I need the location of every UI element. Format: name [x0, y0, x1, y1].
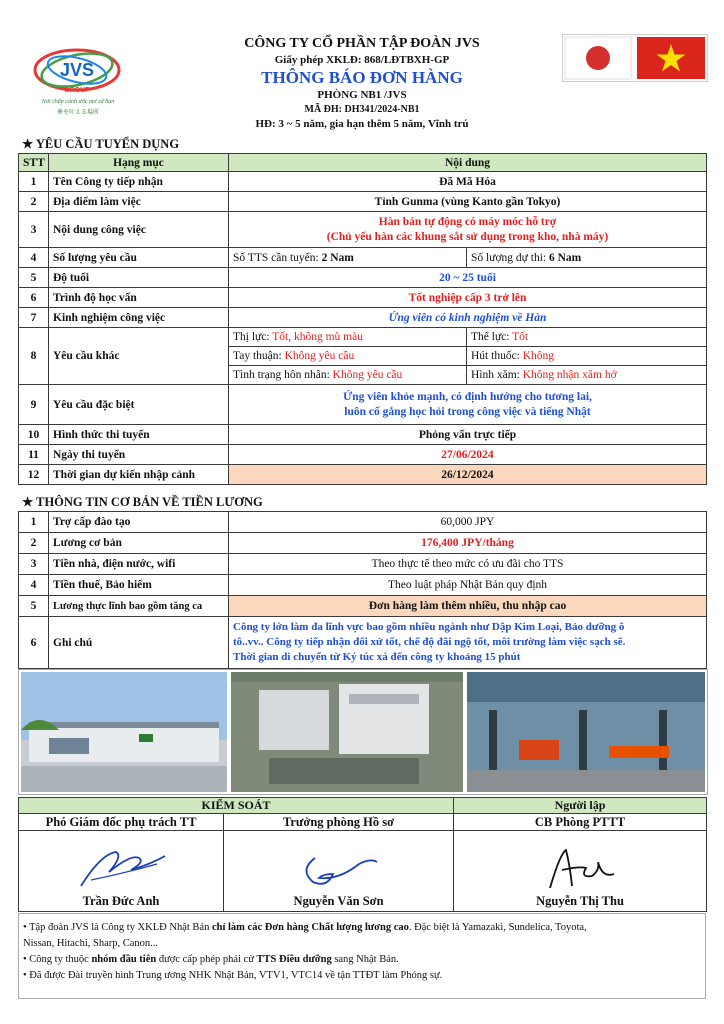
license-number: Giấy phép XKLĐ: 868/LĐTBXH-GP [274, 54, 450, 66]
factory-aerial-photo [231, 672, 463, 792]
signer-name-2: Nguyễn Văn Sơn [293, 894, 384, 908]
exam-candidates: Số lượng dự thi: 6 Nam [467, 248, 707, 268]
trainees-needed: Số TTS cần tuyển: 2 Nam [229, 248, 467, 268]
page-title: THÔNG BÁO ĐƠN HÀNG [261, 68, 463, 87]
factory-interior-photo [467, 672, 705, 792]
note-3: • Đã được Đài truyền hình Trung ương NHK Nhật Bản, VTV1, VTC14 về tận TTĐT làm Phóng sự. [23, 970, 443, 981]
age-range: 20 ~ 25 tuổi [229, 268, 707, 288]
slogan-vietnamese: Nơi chắp cánh ước mơ sứ bạn [41, 99, 115, 105]
signature-cell-3 [454, 831, 707, 912]
recruitment-table [18, 153, 707, 485]
order-code: MÃ ĐH: DH341/2024-NB1 [304, 104, 420, 115]
company-notes [18, 913, 706, 999]
entry-date: 26/12/2024 [229, 465, 707, 485]
signature-header-row [19, 798, 707, 814]
housing-utilities: Theo thực tế theo mức có ưu đãi cho TTS [229, 554, 707, 575]
table-row: 1 Tên Công ty tiếp nhận Đã Mã Hóa [19, 172, 707, 192]
salary-table [18, 511, 707, 669]
signature-cell-1 [19, 831, 224, 912]
col-stt: STT [19, 154, 49, 172]
slogan-japanese: 夢を叶える場所 [56, 110, 99, 116]
company-photos [18, 669, 708, 795]
table-row: 7 Kinh nghiệm công việc Ứng viên có kinh nghiệm về Hàn [19, 308, 707, 328]
table-row: 4 Tiền thuế, Bảo hiểm Theo luật pháp Nhật Bản quy định [19, 575, 707, 596]
table-row: 6 Trình độ học vấn Tốt nghiệp cấp 3 trở lên [19, 288, 707, 308]
flags-box [562, 34, 708, 82]
signature-2 [279, 844, 399, 894]
section-salary-title: ★ THÔNG TIN CƠ BẢN VỀ TIỀN LƯƠNG [22, 495, 263, 509]
job-description: Hàn bán tự động có máy móc hỗ trợ (Chủ yếu hàn các khung sắt sử dụng trong kho, nhà máy) [229, 212, 707, 248]
receiving-company: Đã Mã Hóa [229, 172, 707, 192]
factory-exterior-photo [21, 672, 227, 792]
tax-insurance: Theo luật pháp Nhật Bản quy định [229, 575, 707, 596]
exam-date: 27/06/2024 [229, 445, 707, 465]
contract-terms: HĐ: 3 ~ 5 năm, gia hạn thêm 5 năm, Vĩnh trú [255, 118, 469, 130]
logo-sub: GROUP [64, 87, 90, 94]
training-allowance: 60,000 JPY [229, 512, 707, 533]
section-recruitment-title: ★ YÊU CẦU TUYỂN DỤNG [22, 137, 180, 151]
note-1: • Tập đoàn JVS là Công ty XKLĐ Nhật Bản chỉ làm các Đơn hàng Chất lượng lương cao. Đặc biệt là Yamazaki, Sundelica, Toyota, [23, 922, 587, 933]
marital-status: Tình trạng hôn nhân: Không yêu cầu [229, 366, 467, 385]
special-requirements: Ứng viên khỏe mạnh, có định hướng cho tương lai, luôn cố gắng học hỏi trong công việc và tiếng Nhật [229, 385, 707, 425]
exam-format: Phỏng vấn trực tiếp [229, 425, 707, 445]
remarks: Công ty lớn làm đa lĩnh vực bao gồm nhiều ngành như Dập Kim Loại, Bảo dưỡng ô tô..vv.. Công ty tiếp nhận đối xử tốt, chế độ đãi ngộ tốt, môi trường làm việc sạch sẽ. Thời gian di chuyển từ Ký túc xá đến công ty khoảng 15 phút [229, 617, 707, 669]
tattoo: Hình xăm: Không nhận xăm hở [467, 366, 707, 385]
table-header-row [19, 154, 707, 172]
company-name: CÔNG TY CỔ PHẦN TẬP ĐOÀN JVS [244, 36, 480, 51]
table-row: 2 Lương cơ bản 176,400 JPY/tháng [19, 533, 707, 554]
japan-flag [565, 37, 631, 79]
signer-name-1: Trần Đức Anh [82, 894, 160, 908]
table-row: 3 Tiền nhà, điện nước, wifi Theo thực tế theo mức có ưu đãi cho TTS [19, 554, 707, 575]
work-location: Tỉnh Gunma (vùng Kanto gần Tokyo) [229, 192, 707, 212]
take-home-pay: Đơn hàng làm thêm nhiều, thu nhập cao [229, 596, 707, 617]
role-records-head: Trưởng phòng Hồ sơ [224, 814, 454, 831]
table-row: 12 Thời gian dự kiến nhập cảnh 26/12/2024 [19, 465, 707, 485]
education-level: Tốt nghiệp cấp 3 trở lên [229, 288, 707, 308]
dominant-hand: Tay thuận: Không yêu cầu [229, 347, 467, 366]
work-experience: Ứng viên có kinh nghiệm về Hàn [229, 308, 707, 328]
logo-text: JVS [59, 60, 95, 80]
role-staff: CB Phòng PTTT [454, 814, 707, 831]
table-row: 6 Ghi chú Công ty lớn làm đa lĩnh vực bao gồm nhiều ngành như Dập Kim Loại, Bảo dưỡng ô tô..vv.. Công ty tiếp nhận đối xử tốt, chế độ đãi ngộ tốt, môi trường làm việc sạch sẽ. Thời gian di chuyển từ Ký túc xá đến công ty khoảng 15 phút [19, 617, 707, 669]
department: PHÒNG NB1 /JVS [317, 89, 407, 101]
signatures-row [19, 831, 707, 912]
table-row: 1 Trợ cấp đào tạo 60,000 JPY [19, 512, 707, 533]
table-row: 8 Yêu cầu khác Thị lực: Tốt, không mù màu Thể lực: Tốt [19, 328, 707, 347]
table-row: 5 Lương thực lĩnh bao gồm tăng ca Đơn hàng làm thêm nhiều, thu nhập cao [19, 596, 707, 617]
signature-1 [61, 844, 181, 894]
col-item: Hạng mục [49, 154, 229, 172]
table-row: 10 Hình thức thi tuyển Phỏng vấn trực tiếp [19, 425, 707, 445]
signature-cell-2 [224, 831, 454, 912]
preparer-label: Người lập [454, 798, 707, 814]
table-row: 5 Độ tuổi 20 ~ 25 tuổi [19, 268, 707, 288]
physical-strength: Thể lực: Tốt [467, 328, 707, 347]
role-deputy-director: Phó Giám đốc phụ trách TT [19, 814, 224, 831]
table-row: 11 Ngày thi tuyển 27/06/2024 [19, 445, 707, 465]
jvs-group-logo [20, 40, 135, 100]
roles-row [19, 814, 707, 831]
eyesight: Thị lực: Tốt, không mù màu [229, 328, 467, 347]
table-row: 4 Số lượng yêu cầu Số TTS cần tuyển: 2 Nam Số lượng dự thi: 6 Nam [19, 248, 707, 268]
note-1-cont: Nissan, Hitachi, Sharp, Canon... [23, 938, 159, 949]
col-content: Nội dung [229, 154, 707, 172]
vietnam-flag [637, 37, 705, 79]
table-row: 2 Địa điểm làm việc Tỉnh Gunma (vùng Kanto gần Tokyo) [19, 192, 707, 212]
signature-3 [520, 844, 640, 894]
control-label: KIỂM SOÁT [19, 798, 454, 814]
signature-table [18, 797, 707, 912]
table-row: 9 Yêu cầu đặc biệt Ứng viên khỏe mạnh, có định hướng cho tương lai, luôn cố gắng học hỏi trong công việc và tiếng Nhật [19, 385, 707, 425]
basic-salary: 176,400 JPY/tháng [229, 533, 707, 554]
note-2: • Công ty thuộc nhóm đầu tiên được cấp phép phái cử TTS Điều dưỡng sang Nhật Bản. [23, 954, 399, 965]
signer-name-3: Nguyễn Thị Thu [536, 894, 624, 908]
smoking: Hút thuốc: Không [467, 347, 707, 366]
table-row: 3 Nội dung công việc Hàn bán tự động có máy móc hỗ trợ (Chủ yếu hàn các khung sắt sử dụng trong kho, nhà máy) [19, 212, 707, 248]
